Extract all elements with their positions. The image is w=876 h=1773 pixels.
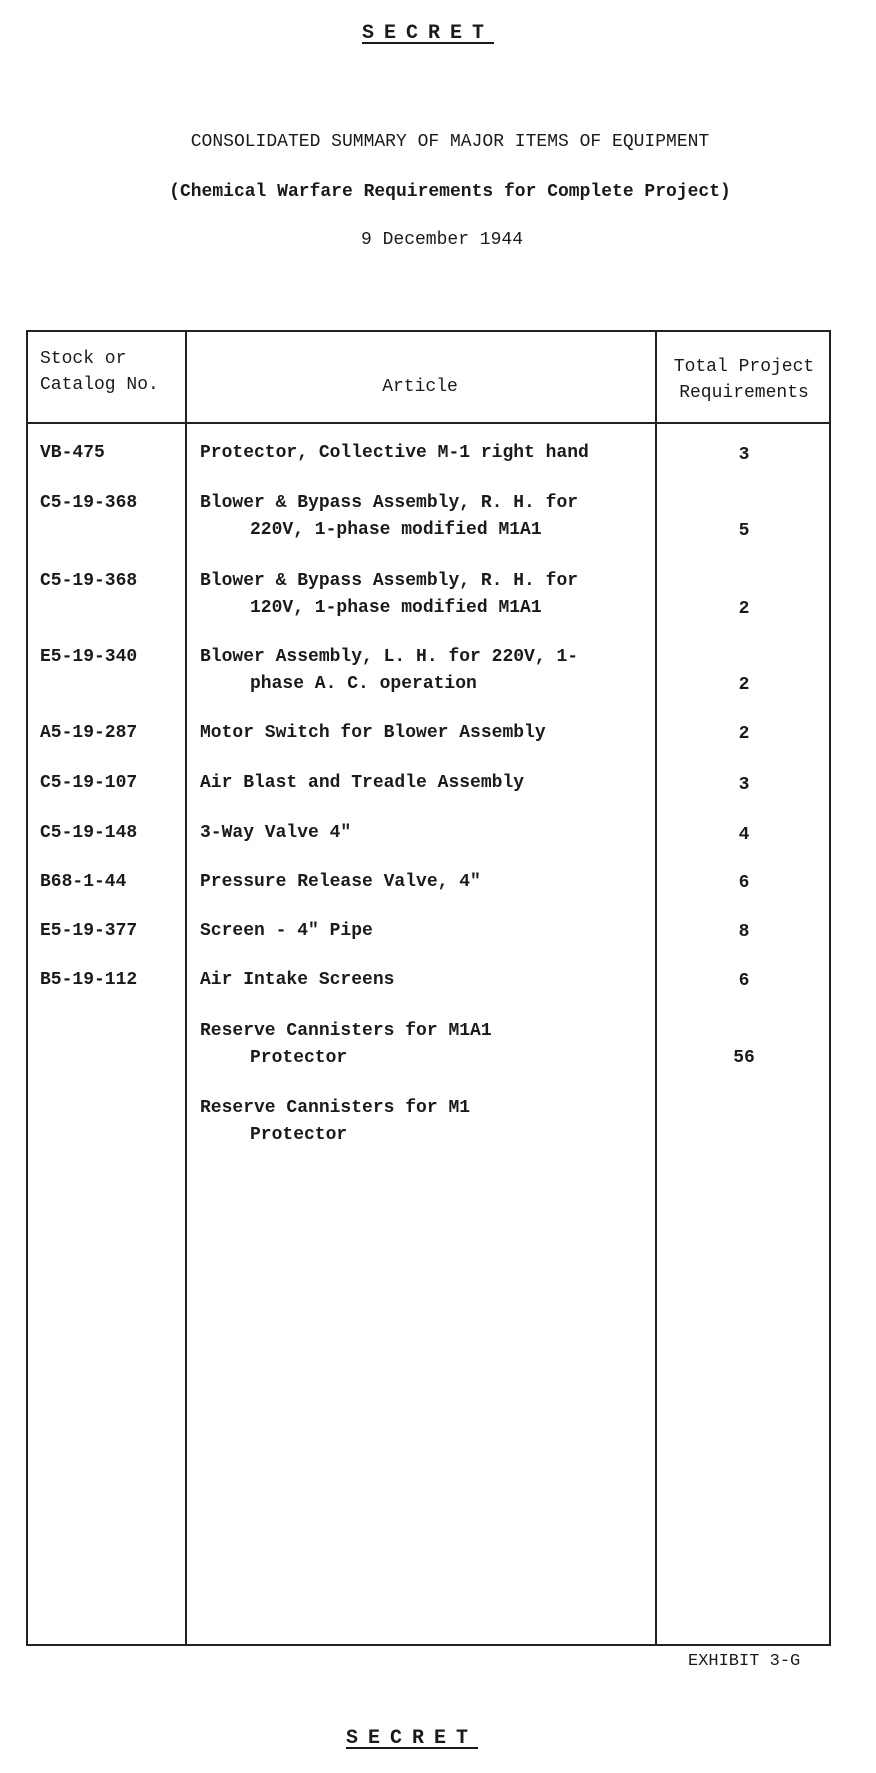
article-cell [200,490,650,544]
header-stock-line2: Catalog No. [40,375,159,395]
header-article: Article [382,377,458,397]
quantity: 4 [738,825,750,845]
quantity: 6 [738,873,750,893]
article-cell [200,770,650,797]
document-title: CONSOLIDATED SUMMARY OF MAJOR ITEMS OF EQUIPMENT [190,132,710,152]
classification-top: SECRET [361,22,494,45]
article-cell [200,1095,650,1149]
article-line: Air Intake Screens [200,970,395,990]
quantity: 5 [738,521,750,541]
stock-number: C5-19-368 [40,493,138,513]
header-stock-line1: Stock or [40,349,127,369]
quantity: 8 [738,922,750,942]
header-total-requirements [657,354,831,406]
article-cell [200,568,650,622]
stock-number: C5-19-368 [40,571,138,591]
stock-number: VB-475 [40,443,105,463]
article-line: Air Blast and Treadle Assembly [200,773,525,793]
article-line-2: 220V, 1-phase modified M1A1 [250,520,542,540]
article-cell [200,820,650,847]
article-line: Reserve Cannisters for M1 [200,1098,471,1118]
article-line: 3-Way Valve 4" [200,823,352,843]
column-divider [185,332,187,1644]
stock-number: A5-19-287 [40,723,138,743]
exhibit-label: EXHIBIT 3-G [688,1652,801,1671]
article-cell [200,1018,650,1072]
equipment-table [26,330,831,1646]
document-subtitle: (Chemical Warfare Requirements for Complete Project) [169,182,731,202]
article-cell [200,869,650,896]
article-cell [200,644,650,698]
article-line: Screen - 4" Pipe [200,921,373,941]
stock-number: B5-19-112 [40,970,138,990]
stock-number: C5-19-107 [40,773,138,793]
header-divider [28,422,829,424]
quantity: 2 [738,675,750,695]
header-stock-catalog [40,346,180,398]
quantity: 56 [733,1048,755,1068]
header-total-line2: Requirements [679,383,809,403]
article-cell [200,967,650,994]
quantity: 2 [738,599,750,619]
classification-bottom: SECRET [345,1727,478,1750]
article-line: Reserve Cannisters for M1A1 [200,1021,492,1041]
quantity: 3 [738,775,750,795]
article-line-2: phase A. C. operation [250,674,477,694]
article-cell [200,440,650,467]
quantity: 6 [738,971,750,991]
quantity: 3 [738,445,750,465]
header-total-line1: Total Project [673,357,815,377]
article-line: Blower & Bypass Assembly, R. H. for [200,571,579,591]
article-line: Blower Assembly, L. H. for 220V, 1- [200,647,579,667]
document-date: 9 December 1944 [360,230,524,250]
article-line-2: Protector [250,1125,348,1145]
article-line: Pressure Release Valve, 4" [200,872,481,892]
stock-number: E5-19-377 [40,921,138,941]
stock-number: C5-19-148 [40,823,138,843]
stock-number: E5-19-340 [40,647,138,667]
article-line: Motor Switch for Blower Assembly [200,723,546,743]
article-cell [200,918,650,945]
article-line: Blower & Bypass Assembly, R. H. for [200,493,579,513]
quantity: 2 [738,724,750,744]
stock-number: B68-1-44 [40,872,127,892]
article-line: Protector, Collective M-1 right hand [200,443,589,463]
article-line-2: 120V, 1-phase modified M1A1 [250,598,542,618]
article-line-2: Protector [250,1048,348,1068]
article-cell [200,720,650,747]
